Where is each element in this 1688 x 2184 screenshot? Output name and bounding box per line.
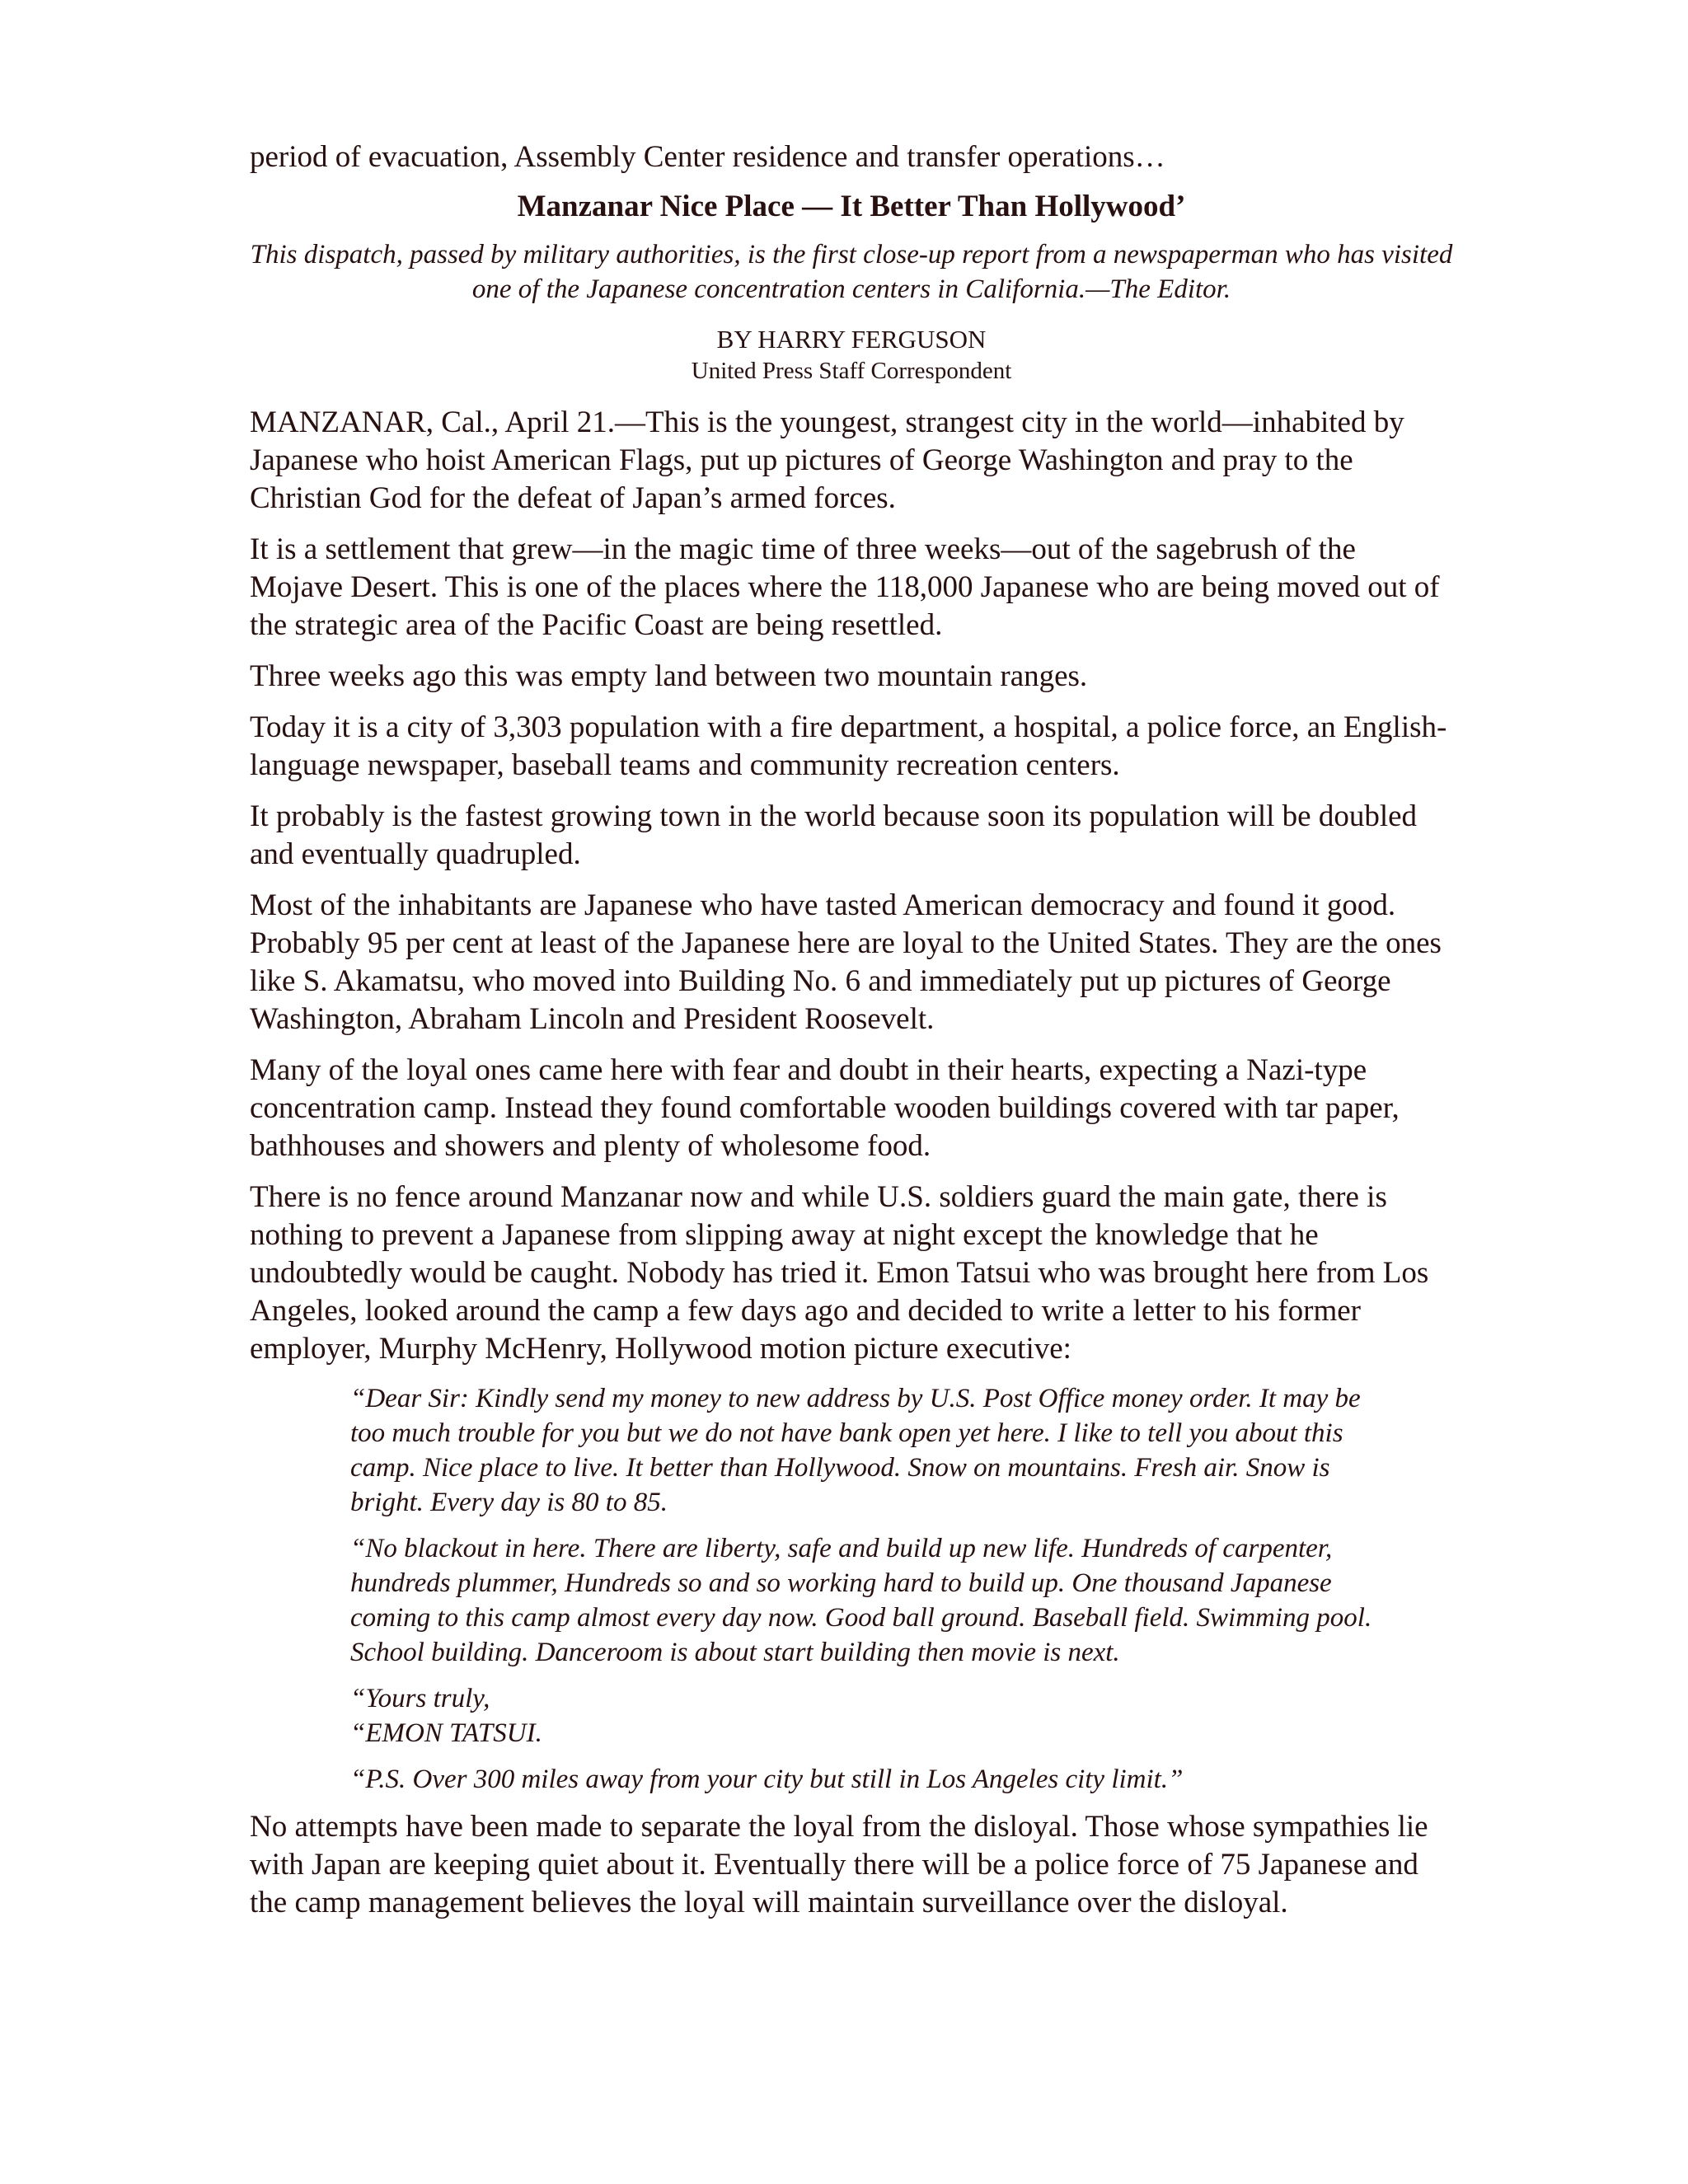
quoted-letter <box>350 1381 1395 1797</box>
editor-note: This dispatch, passed by military authorities, is the first close-up report from a newspaperman who has visited one of the Japanese concentration centers in California.—The Editor. <box>250 240 1453 304</box>
letter-paragraph: “Dear Sir: Kindly send my money to new address by U.S. Post Office money order. It may be too much trouble for you but we do not have bank open yet here. I like to tell you about this camp. Nice place to live. It better than Hollywood. Snow on mountains. Fresh air. Snow is bright. Every day is 80 to 85. <box>350 1384 1361 1517</box>
final-paragraph: No attempts have been made to separate the loyal from the disloyal. Those whose sympathies lie with Japan are keeping quiet about it. Eventually there will be a police force of 75 Japanese and the camp management believes the loyal will maintain surveillance over the disloyal. <box>250 1810 1428 1919</box>
body-paragraph: It is a settlement that grew—in the magic time of three weeks—out of the sagebrush of the Mojave Desert. This is one of the places where the 118,000 Japanese who are being moved out of the strategic area of the Pacific Coast are being resettled. <box>250 532 1440 642</box>
byline-affiliation: United Press Staff Correspondent <box>691 358 1012 384</box>
body-paragraph: Many of the loyal ones came here with fear and doubt in their hearts, expecting a Nazi-type concentration camp. Instead they found comfortable wooden buildings covered with tar paper, bathhouses and showers and plenty of wholesome food. <box>250 1053 1400 1163</box>
letter-closing: “Yours truly, <box>350 1684 490 1713</box>
article-page <box>250 138 1453 1935</box>
letter-paragraph: “No blackout in here. There are liberty, safe and build up new life. Hundreds of carpenter, hundreds plummer, Hundreds so and so working hard to build up. One thousand Japanese coming to this camp almost every day now. Good ball ground. Baseball field. Swimming pool. School building. Danceroom is about start building then movie is next. <box>350 1534 1372 1667</box>
body-paragraph: It probably is the fastest growing town in the world because soon its population will be doubled and eventually quadrupled. <box>250 799 1418 871</box>
letter-postscript: “P.S. Over 300 miles away from your city but still in Los Angeles city limit.” <box>350 1765 1184 1794</box>
body-paragraph: Most of the inhabitants are Japanese who have tasted American democracy and found it good. Probably 95 per cent at least of the Japanese here are loyal to the United States. They are the ones like S. Akamatsu, who moved into Building No. 6 and immediately put up pictures of George Washington, Abraham Lincoln and President Roosevelt. <box>250 888 1442 1036</box>
body-paragraph: Three weeks ago this was empty land between two mountain ranges. <box>250 659 1088 693</box>
letter-signature: “EMON TATSUI. <box>350 1718 542 1748</box>
body-paragraph: MANZANAR, Cal., April 21.—This is the youngest, strangest city in the world—inhabited by Japanese who hoist American Flags, put up pictures of George Washington and pray to the Christian God for the defeat of Japan’s armed forces. <box>250 405 1404 515</box>
body-paragraph: Today it is a city of 3,303 population with a fire department, a hospital, a police force, an English-language newspaper, baseball teams and community recreation centers. <box>250 710 1447 782</box>
byline: BY HARRY FERGUSON <box>716 325 987 354</box>
headline: Manzanar Nice Place — It Better Than Hollywood’ <box>517 190 1186 223</box>
letter-signoff <box>350 1681 1395 1750</box>
lead-line: period of evacuation, Assembly Center residence and transfer operations… <box>250 140 1165 174</box>
body-paragraph: There is no fence around Manzanar now and while U.S. soldiers guard the main gate, there is nothing to prevent a Japanese from slipping away at night except the knowledge that he undoubtedly would be caught. Nobody has tried it. Emon Tatsui who was brought here from Los Angeles, looked around the camp a few days ago and decided to write a letter to his former employer, Murphy McHenry, Hollywood motion picture executive: <box>250 1180 1429 1366</box>
